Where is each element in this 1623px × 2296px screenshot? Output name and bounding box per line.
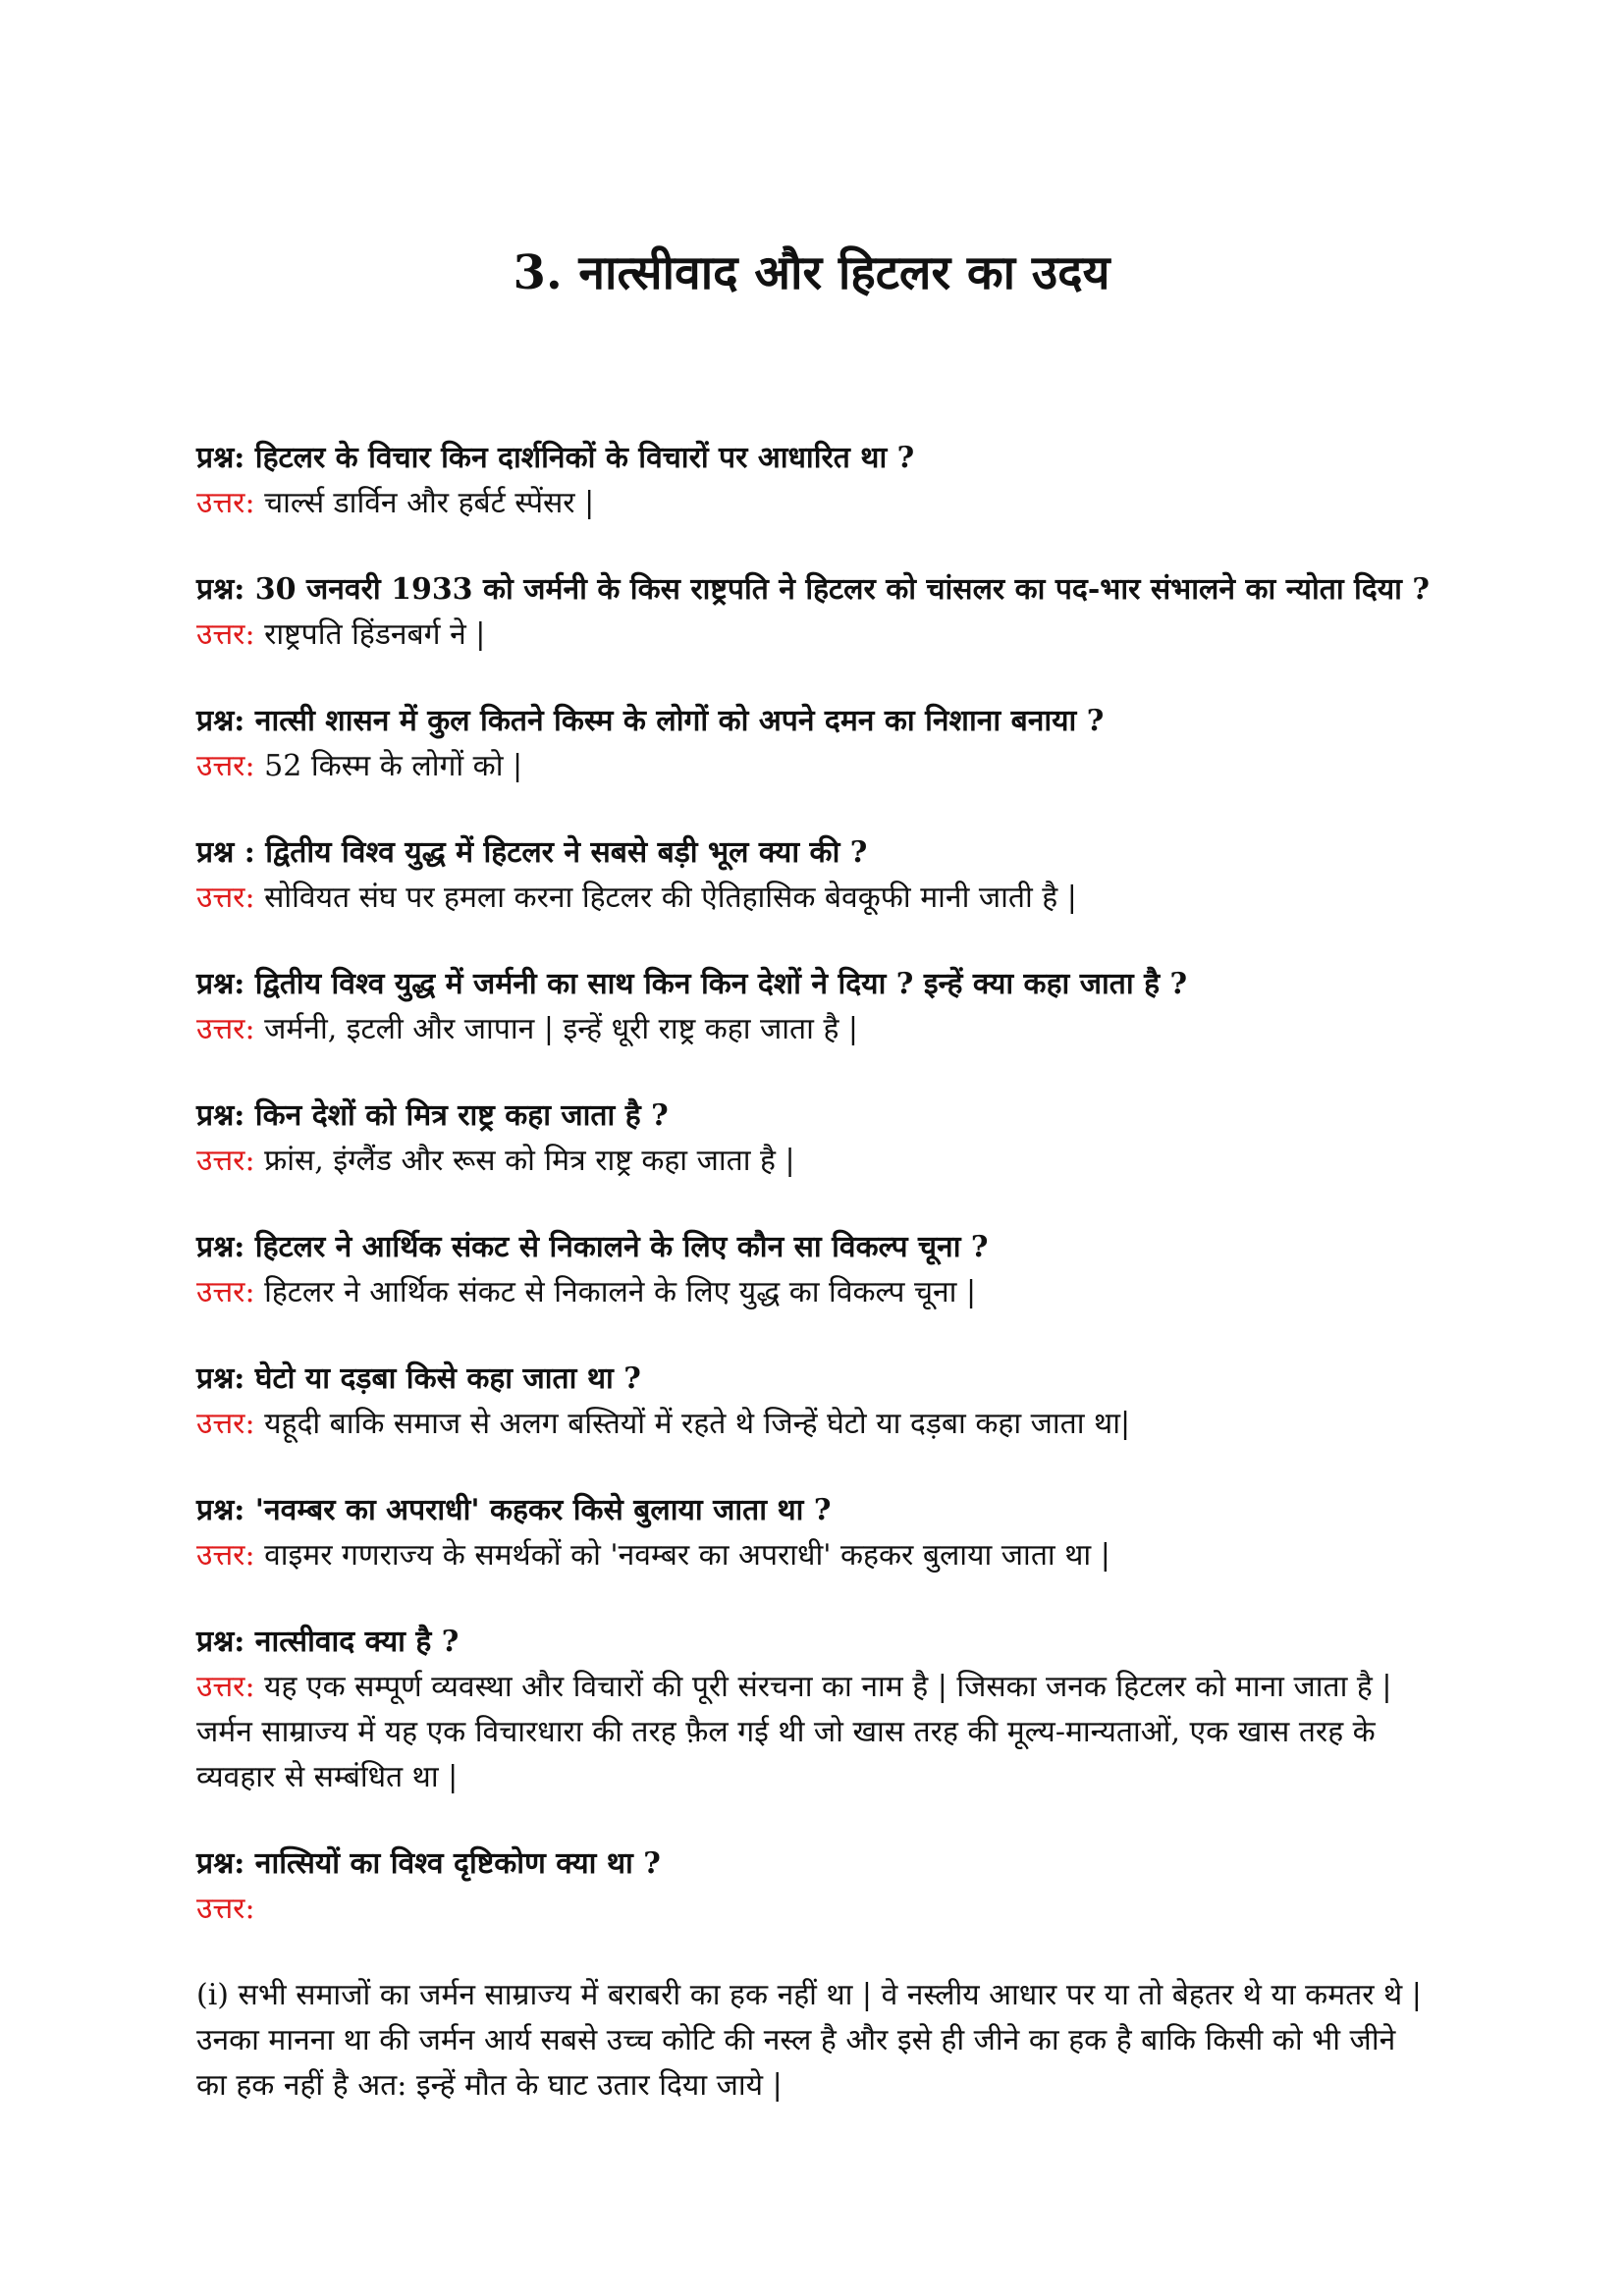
answer-text: वाइमर गणराज्य के समर्थकों को 'नवम्बर का अपराधी' कहकर बुलाया जाता था | (264, 1538, 1110, 1573)
question: प्रश्न: 'नवम्बर का अपराधी' कहकर किसे बुलाया जाता था ? (196, 1493, 832, 1527)
answer-label: उत्तर: (196, 486, 255, 520)
qa-item-5 (196, 962, 1434, 1052)
answer (196, 1665, 1434, 1800)
answer (196, 1887, 1434, 1932)
answer (196, 1402, 1434, 1447)
answer (196, 1139, 1434, 1184)
answer (196, 876, 1434, 921)
answer (196, 1007, 1434, 1052)
answer (196, 744, 1434, 789)
qa-item-9 (196, 1488, 1434, 1578)
qa-item-3 (196, 699, 1434, 789)
question: प्रश्न: हिटलर ने आर्थिक संकट से निकालने के लिए कौन सा विकल्प चूना ? (196, 1230, 989, 1264)
answer (196, 481, 1434, 526)
question: प्रश्न: किन देशों को मित्र राष्ट्र कहा जाता है ? (196, 1098, 669, 1133)
answer-text: यह एक सम्पूर्ण व्यवस्था और विचारों की पूरी संरचना का नाम है | जिसका जनक हिटलर को माना जाता है | जर्मन साम्राज्य में यह एक विचारधारा की तरह फ़ैल गई थी जो खास तरह की मूल्य-मान्यताओं, एक खास तरह के व्यवहार से सम्बंधित था | (196, 1670, 1392, 1794)
answer-label: उत्तर: (196, 1144, 255, 1178)
answer-label: उत्तर: (196, 1670, 255, 1704)
answer-label: उत्तर: (196, 1892, 255, 1926)
answer-text: फ्रांस, इंग्लैंड और रूस को मित्र राष्ट्र कहा जाता है | (264, 1144, 795, 1178)
answer-text: जर्मनी, इटली और जापान | इन्हें धूरी राष्ट्र कहा जाता है | (264, 1012, 859, 1046)
question: प्रश्न: हिटलर के विचार किन दार्शनिकों के विचारों पर आधारित था ? (196, 441, 915, 475)
qa-item-6 (196, 1094, 1434, 1184)
answer-label: उत्तर: (196, 1012, 255, 1046)
question: प्रश्न : द्वितीय विश्व युद्ध में हिटलर ने सबसे बड़ी भूल क्या की ? (196, 835, 868, 870)
answer-label: उत्तर: (196, 1538, 255, 1573)
question: प्रश्न: द्वितीय विश्व युद्ध में जर्मनी का साथ किन किन देशों ने दिया ? इन्हें क्या कहा जाता है ? (196, 967, 1188, 1001)
answer-label: उत्तर: (196, 1275, 255, 1309)
answer-text: सोवियत संघ पर हमला करना हिटलर की ऐतिहासिक बेवकूफी मानी जाती है | (264, 881, 1077, 915)
question: प्रश्न: नात्सीवाद क्या है ? (196, 1625, 460, 1659)
qa-item-2 (196, 567, 1434, 658)
qa-item-11 (196, 1842, 1434, 1932)
answer-label: उत्तर: (196, 749, 255, 783)
answer-text: 52 किस्म के लोगों को | (264, 749, 523, 783)
qa-item-7 (196, 1225, 1434, 1315)
qa-list (196, 436, 1434, 2109)
page-title: 3. नात्सीवाद और हिटलर का उदय (513, 245, 1110, 300)
question: प्रश्न: नात्सी शासन में कुल कितने किस्म के लोगों को अपने दमन का निशाना बनाया ? (196, 704, 1105, 738)
answer (196, 1533, 1434, 1578)
question: प्रश्न: नात्सियों का विश्व दृष्टिकोण क्या था ? (196, 1846, 661, 1881)
answer (196, 613, 1434, 658)
qa-item-4 (196, 830, 1434, 921)
question: प्रश्न: 30 जनवरी 1933 को जर्मनी के किस राष्ट्रपति ने हिटलर को चांसलर का पद-भार संभालने का न्योता दिया ? (196, 572, 1430, 607)
qa-item-10 (196, 1620, 1434, 1800)
answer-text: राष्ट्रपति हिंडनबर्ग ने | (264, 617, 486, 652)
question: प्रश्न: घेटो या दड़बा किसे कहा जाता था ? (196, 1362, 641, 1396)
answer-text: हिटलर ने आर्थिक संकट से निकालने के लिए युद्ध का विकल्प चूना | (264, 1275, 977, 1309)
worldview-point-1: (i) सभी समाजों का जर्मन साम्राज्य में बराबरी का हक नहीं था | वे नस्लीय आधार पर या तो बेहतर थे या कमतर थे | उनका मानना था की जर्मन आर्य सबसे उच्च कोटि की नस्ल है और इसे ही जीने का हक है बाकि किसी को भी जीने का हक नहीं है अत: इन्हें मौत के घाट उतार दिया जाये | (196, 1978, 1422, 2103)
answer-text: चार्ल्स डार्विन और हर्बर्ट स्पेंसर | (264, 486, 595, 520)
answer-label: उत्तर: (196, 881, 255, 915)
qa-item-1 (196, 436, 1434, 526)
qa-item-8 (196, 1357, 1434, 1447)
answer (196, 1270, 1434, 1315)
answer-text: यहूदी बाकि समाज से अलग बस्तियों में रहते थे जिन्हें घेटो या दड़बा कहा जाता था| (264, 1407, 1131, 1441)
answer-label: उत्तर: (196, 1407, 255, 1441)
answer-label: उत्तर: (196, 617, 255, 652)
